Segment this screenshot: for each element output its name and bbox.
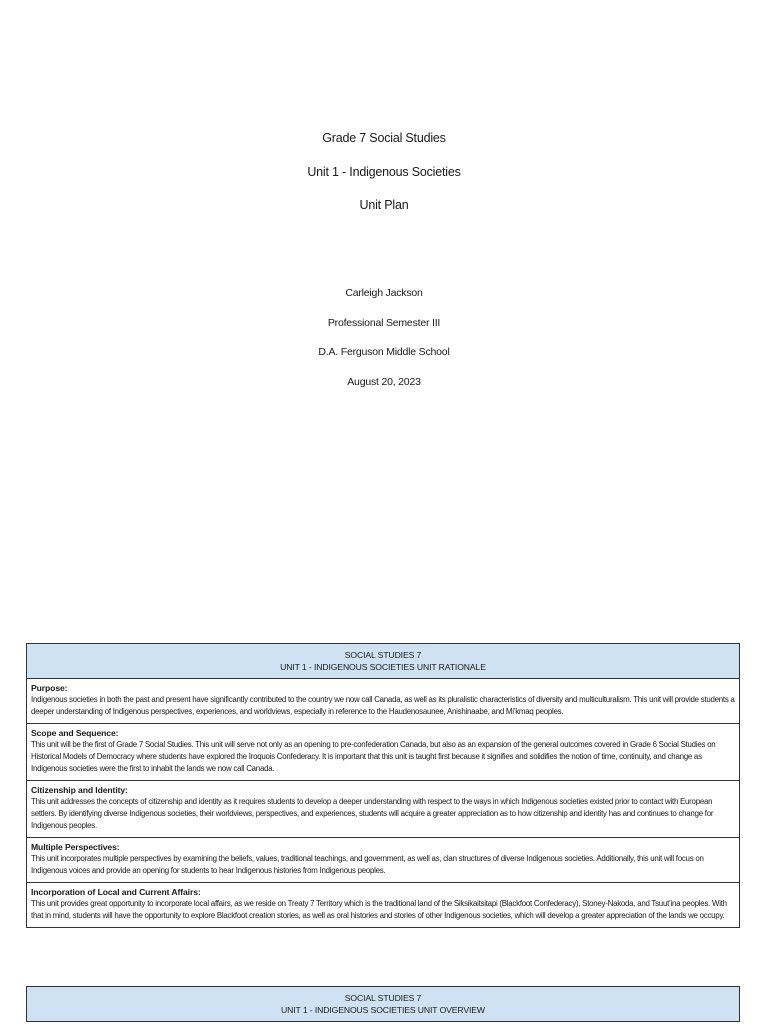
rationale-section <box>27 724 740 781</box>
rationale-section-row <box>27 781 740 838</box>
overview-header-title: UNIT 1 - INDIGENOUS SOCIETIES UNIT OVERVIEW <box>281 1004 485 1015</box>
unit-overview-table <box>26 986 740 1022</box>
overview-header-course: SOCIAL STUDIES 7 <box>344 993 422 1003</box>
section-title: Purpose: <box>31 683 68 693</box>
rationale-header-row <box>27 644 740 679</box>
rationale-section-row <box>27 724 740 781</box>
section-body: This unit addresses the concepts of citizenship and identity as it requires students to develop a deeper understanding with respect to the ways in which Indigenous societies existed prior to contact with European settlers. By identifying diverse Indigenous societies, their worldviews, perspectives, and experiences, students will acquire a greater appreciation as to how citizenship and identity has and continues to change for Indigenous peoples. <box>31 797 714 830</box>
section-title: Multiple Perspectives: <box>31 842 120 852</box>
overview-header <box>27 987 740 1022</box>
course-title: Grade 7 Social Studies <box>322 131 446 145</box>
rationale-header-course: SOCIAL STUDIES 7 <box>344 650 422 660</box>
semester: Professional Semester III <box>327 316 441 329</box>
section-body: This unit incorporates multiple perspectives by examining the beliefs, values, traditional teachings, and government, as well as, clan structures of diverse Indigenous societies. Additionally, this unit will focus on Indigenous voices and provide an opening for students to hear Indigenous histories from Indigenous peoples. <box>31 854 704 875</box>
section-title: Citizenship and Identity: <box>31 785 128 795</box>
rationale-header-title: UNIT 1 - INDIGENOUS SOCIETIES UNIT RATIONALE <box>280 661 486 672</box>
document-title-block <box>0 132 768 233</box>
section-body: This unit will be the first of Grade 7 Social Studies. This unit will serve not only as an opening to pre-confederation Canada, but also as an expansion of the general outcomes covered in Grade 6 Social Studies on Historical Models of Democracy where students have explored the Iroquois Confederacy. It is important that this unit is taught first because it signifies and solidifies the notion of time, continuity, and change as Indigenous societies were the first to inhabit the lands we now call Canada. <box>31 740 716 773</box>
rationale-section <box>27 838 740 883</box>
section-title: Scope and Sequence: <box>31 728 119 738</box>
rationale-section-row <box>27 679 740 724</box>
rationale-section-row <box>27 838 740 883</box>
author-info-block <box>0 288 768 406</box>
rationale-header <box>27 644 740 679</box>
section-body: This unit provides great opportunity to incorporate local affairs, as we reside on Treaty 7 Territory which is the traditional land of the Siksikaitsitapi (Blackfoot Confederacy), Stoney-Nakoda, and Tsuut’ina peoples. With that in mind, students will have the opportunity to explore Blackfoot creation stories, as well as oral histories and stories of other Indigenous societies, which will develop a greater appreciation of the lands we occupy. <box>31 899 727 920</box>
section-title: Incorporation of Local and Current Affairs: <box>31 887 201 897</box>
rationale-section <box>27 883 740 928</box>
author-name: Carleigh Jackson <box>345 287 423 299</box>
unit-rationale-table <box>26 643 740 928</box>
section-body: Indigenous societies in both the past and present have significantly contributed to the country we now call Canada, as well as its pluralistic characteristics of diversity and multiculturalism. This unit will provide students a deeper understanding of Indigenous perspectives, experiences, and worldviews, especially in reference to the Haudenosaunee, Anishinaabe, and Mi’kmaq peoples. <box>31 695 735 716</box>
rationale-section <box>27 679 740 724</box>
school-name: D.A. Ferguson Middle School <box>318 346 450 358</box>
unit-title: Unit 1 - Indigenous Societies <box>307 164 461 179</box>
overview-header-row <box>27 987 740 1022</box>
rationale-section-row <box>27 883 740 928</box>
rationale-section <box>27 781 740 838</box>
document-type: Unit Plan <box>359 198 409 212</box>
date: August 20, 2023 <box>347 375 421 388</box>
